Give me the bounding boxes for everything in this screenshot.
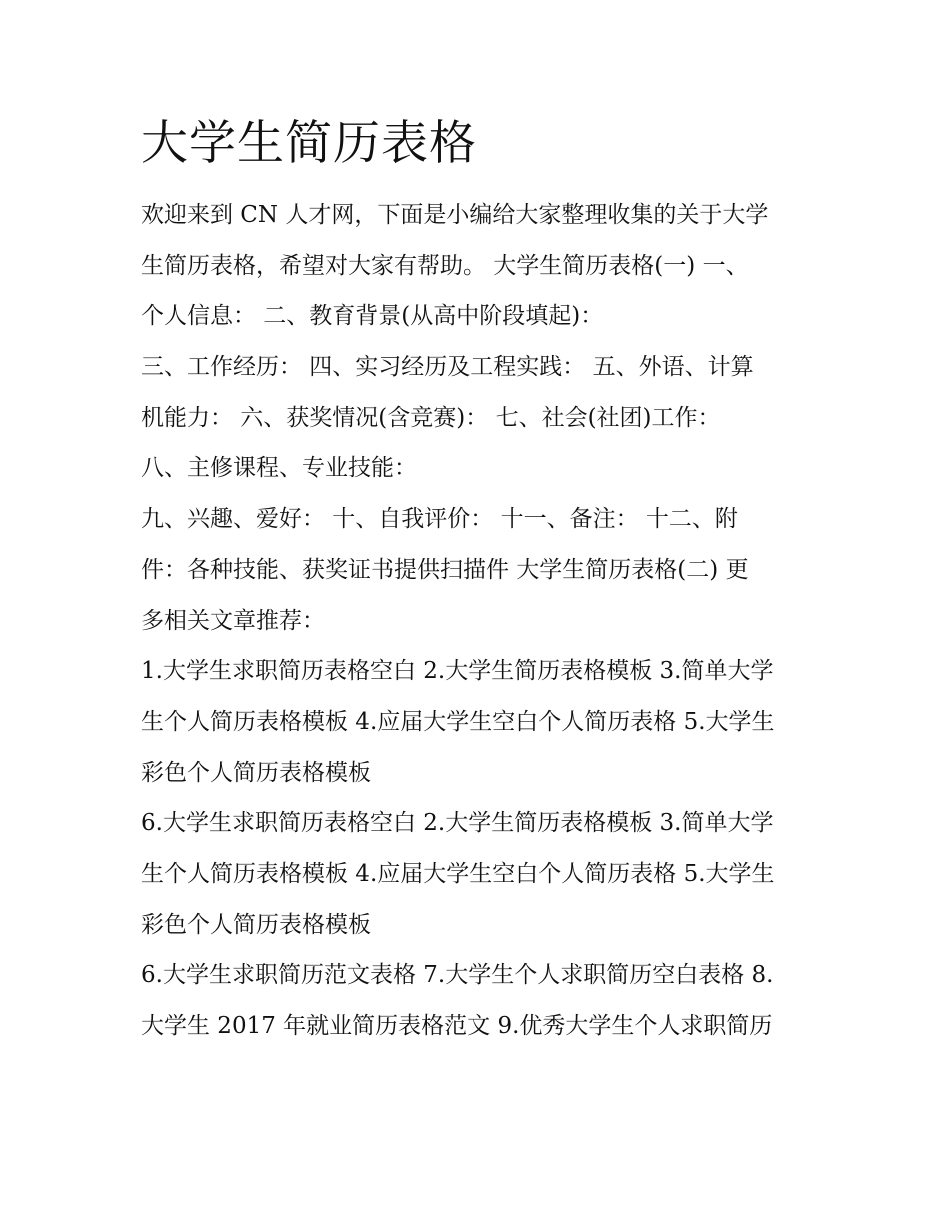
text-line: 多相关文章推荐： <box>141 607 325 634</box>
text-line: 欢迎来到 CN 人才网，下面是小编给大家整理收集的关于大学 <box>141 202 769 228</box>
text-line: 彩色个人简历表格模板 <box>141 911 371 938</box>
text-line: 大学生 2017 年就业简历表格范文 9.优秀大学生个人求职简历 <box>141 1013 773 1039</box>
text-line: 生个人简历表格模板 4.应届大学生空白个人简历表格 5.大学生 <box>141 708 775 735</box>
text-line: 九、兴趣、爱好： 十、自我评价： 十一、备注： 十二、附 <box>141 506 738 533</box>
text-line: 彩色个人简历表格模板 <box>141 759 371 786</box>
text-line: 6.大学生求职简历表格空白 2.大学生简历表格模板 3.简单大学 <box>141 810 774 837</box>
document-page <box>141 112 813 1052</box>
text-line: 生个人简历表格模板 4.应届大学生空白个人简历表格 5.大学生 <box>141 860 775 887</box>
text-line: 个人信息： 二、教育背景(从高中阶段填起)： <box>141 303 604 330</box>
text-line: 件：各种技能、获奖证书提供扫描件 大学生简历表格(二) 更 <box>141 556 749 583</box>
text-line: 生简历表格，希望对大家有帮助。 大学生简历表格(一) 一、 <box>141 252 749 279</box>
text-line: 6.大学生求职简历范文表格 7.大学生个人求职简历空白表格 8. <box>141 962 774 989</box>
document-title: 大学生简历表格 <box>141 116 477 171</box>
text-line: 机能力： 六、获奖情况(含竞赛)： 七、社会(社团)工作： <box>141 404 721 431</box>
document-body <box>141 190 813 1052</box>
text-line: 1.大学生求职简历表格空白 2.大学生简历表格模板 3.简单大学 <box>141 658 774 685</box>
text-line: 三、工作经历： 四、实习经历及工程实践： 五、外语、计算 <box>141 354 754 381</box>
text-line: 八、主修课程、专业技能： <box>141 455 417 482</box>
